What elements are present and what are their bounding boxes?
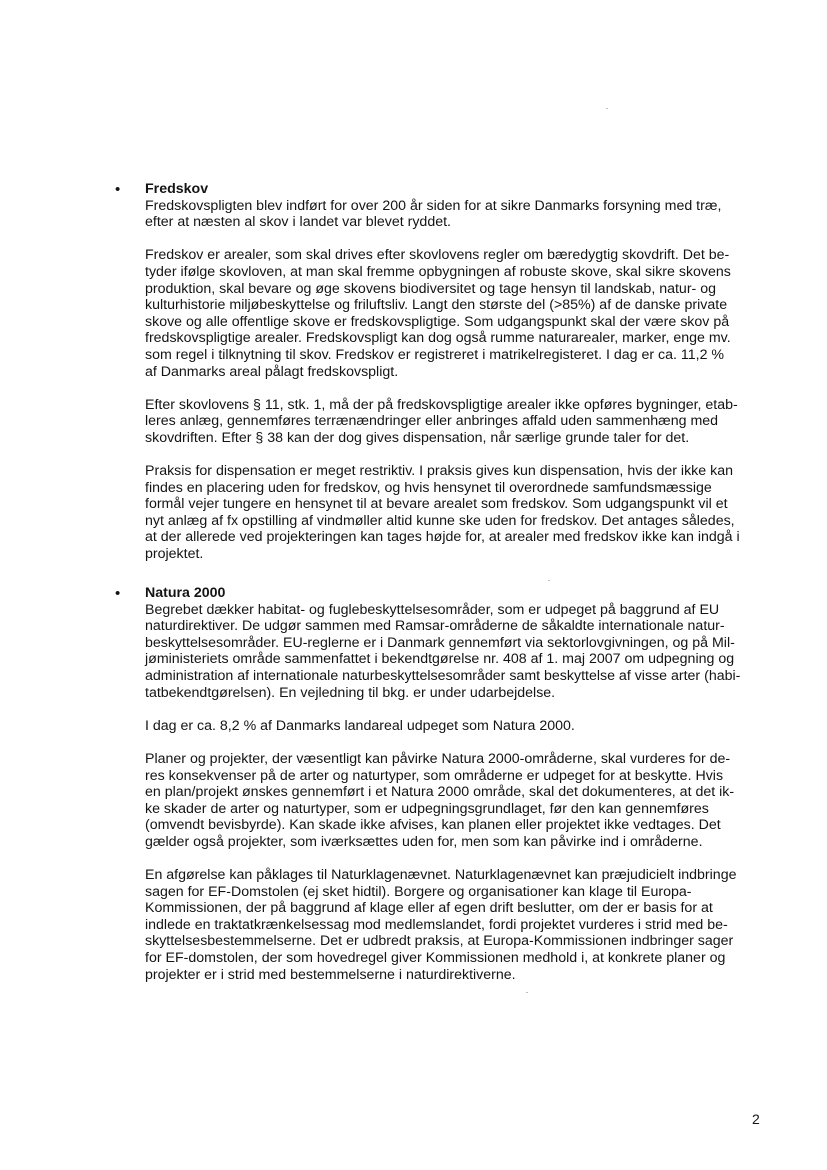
page-number: 2 — [752, 1111, 760, 1127]
paragraph: Fredskov er arealer, som skal drives efter skovlovens regler om bæredygtig skovdrift. Det be- tyder ifølge skovloven, at man skal fremme opbygningen af robuste skove, skal sikre skovens produktion, skal bevare og øge skovens biodiversitet og tage hensyn til landskab, natur- og kulturhistorie miljøbeskyttelse og friluftsliv. Langt den største del (>85%) af de danske private skove og alle offentlige skove er fredskovspligtige. Som udgangspunkt skal der være skov på fredskovspligtige arealer. Fredskovspligt kan dog også rumme naturarealer, marker, enge mv. som regel i tilknytning til skov. Fredskov er registreret i matrikelregisteret. I dag er ca. 11,2 % af Danmarks areal pålagt fredskovspligt. — [145, 247, 731, 380]
paragraph: Begrebet dækker habitat- og fuglebeskyttelsesområder, som er udpeget på baggrund af EU naturdirektiver. De udgør sammen med Ramsar-områderne de såkaldte internationale natur- beskyttelsesområder. EU-reglerne er i Danmark gennemført via sektorlovgivningen, og på Mil- jøministeriets område sammenfattet i bekendtgørelse nr. 408 af 1. maj 2007 om udpegning og administration af internationale naturbeskyttelsesområder samt beskyttelse af visse arter (habi- tatbekendtgørelsen). En vejledning til bkg. er under udarbejdelse. — [145, 601, 741, 701]
section-fredskov — [115, 181, 765, 563]
paragraph: Planer og projekter, der væsentligt kan påvirke Natura 2000-områderne, skal vurderes for de- res konsekvenser på de arter og naturtyper, som områderne er udpeget for at beskytte. Hvis en plan/projekt ønskes gennemført i et Natura 2000 område, skal det dokumenteres, at det ik- ke skader de arter og naturtyper, som er udpegningsgrundlaget, før den kan gennemføres (omvendt bevisbyrde). Kan skade ikke afvises, kan planen eller projektet ikke vedtages. Det gælder også projekter, som iværksættes uden for, men som kan påvirke ind i områderne. — [145, 750, 735, 850]
paragraph: I dag er ca. 8,2 % af Danmarks landareal udpeget som Natura 2000. — [145, 717, 575, 734]
section-heading: Natura 2000 — [145, 585, 226, 601]
bullet-marker: • — [115, 181, 121, 198]
scan-speck — [548, 580, 550, 581]
section-heading: Fredskov — [145, 181, 209, 197]
paragraph: En afgørelse kan påklages til Naturklagenævnet. Naturklagenævnet kan præjudicielt indbringe sagen for EF-Domstolen (ej sket hidtil). Borgere og organisationer kan klage til Europa- Kommissionen, der på baggrund af klage eller af egen drift beslutter, om der er basis for at indlede en traktatkrænkelsessag mod medlemslandet, fordi projektet vurderes i strid med be- skyttelsesbestemmelserne. Det er udbredt praksis, at Europa-Kommissionen indbringer sager for EF-domstolen, der som hovedregel giver Kommissionen medhold i, at konkrete planer og projekter er i strid med bestemmelserne i naturdirektiverne. — [145, 867, 737, 983]
section-natura-2000 — [115, 585, 765, 983]
paragraph: Praksis for dispensation er meget restriktiv. I praksis gives kun dispensation, hvis der ikke kan findes en placering uden for fredskov, og hvis hensynet til overordnede samfundsmæssige formål vejer tungere en hensynet til at bevare arealet som fredskov. Som udgangspunkt vil et nyt anlæg af fx opstilling af vindmøller altid kunne ske uden for fredskov. Det antages således, at der allerede ved projekteringen kan tages højde for, at arealer med fredskov ikke kan indgå i projektet. — [145, 463, 740, 563]
bullet-marker: • — [115, 585, 121, 602]
paragraph: Fredskovspligten blev indført for over 200 år siden for at sikre Danmarks forsyning med træ, efter at næsten al skov i landet var blevet ryddet. — [145, 197, 722, 231]
scan-speck — [606, 108, 608, 109]
scan-speck — [526, 992, 528, 993]
paragraph: Efter skovlovens § 11, stk. 1, må der på fredskovspligtige arealer ikke opføres bygninger, etab- leres anlæg, gennemføres terrænændringer eller anbringes affald uden sammenhæng med skovdriften. Efter § 38 kan der dog gives dispensation, når særlige grunde taler for det. — [145, 396, 738, 446]
